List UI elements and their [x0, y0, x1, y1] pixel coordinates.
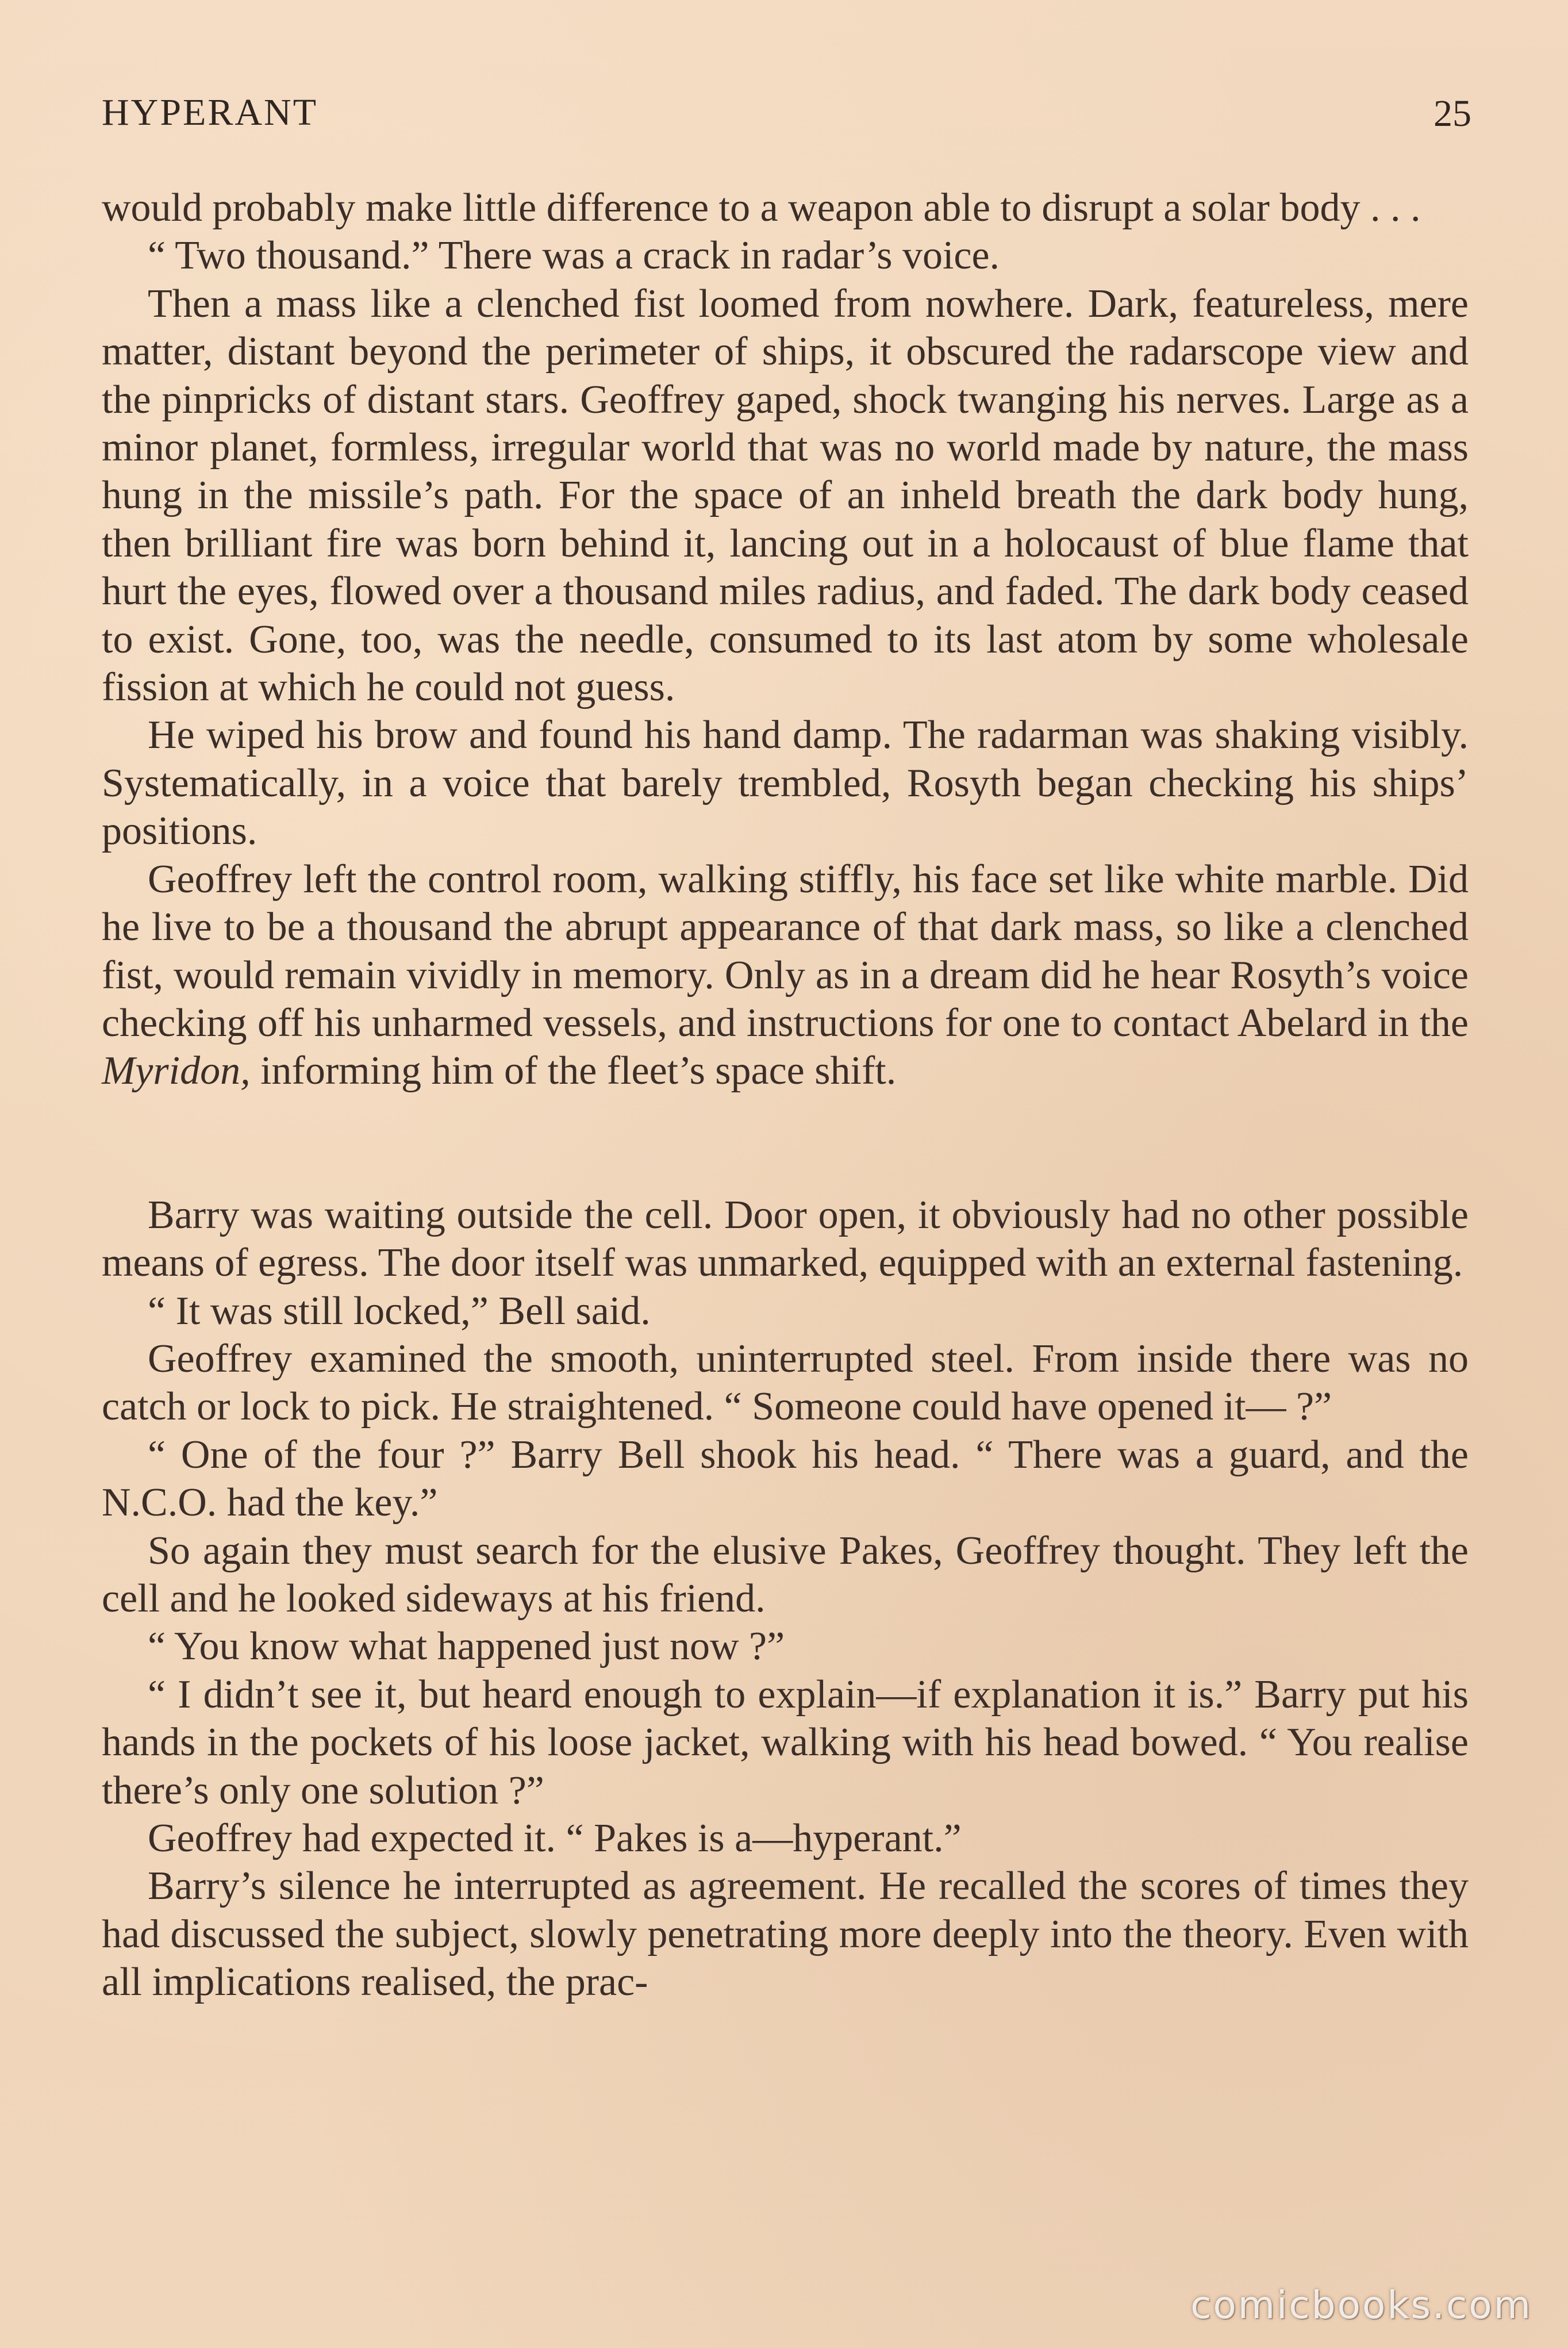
- paragraph-text: Geoffrey left the control room, walking stiffly, his face set like white marble. Did he live to be a thousand the abrupt appearance of that dark mass, so like a clenched fist, would remain vividly in memory. Only as in a dream did he hear Rosyth’s voice checking off his unharmed vessels, and instructions for one to contact Abelard in the: [102, 857, 1469, 1045]
- paragraph: Geoffrey examined the smooth, uninterrupted steel. From inside there was no catch or lock to pick. He straightened. “ Someone could have opened it— ?”: [102, 1336, 1469, 1429]
- paragraph: “ You know what happened just now ?”: [148, 1624, 785, 1669]
- paragraph: Barry’s silence he interrupted as agreement. He recalled the scores of times they had discussed the subject, slowly penetrating more deeply into the theory. Even with all implications realised, the prac-: [102, 1864, 1469, 2005]
- paragraph: So again they must search for the elusive Pakes, Geoffrey thought. They left the cell and he looked sideways at his friend.: [102, 1528, 1469, 1621]
- paragraph: “ One of the four ?” Barry Bell shook his head. “ There was a guard, and the N.C.O. had the key.”: [102, 1432, 1469, 1525]
- paragraph: [102, 855, 1469, 1095]
- section-break: [102, 1095, 1469, 1191]
- running-head: [102, 91, 1471, 137]
- paragraph-text: informing him of the fleet’s space shift.: [250, 1049, 897, 1094]
- site-watermark: comicbooks.com: [1190, 2283, 1532, 2327]
- paragraph: Geoffrey had expected it. “ Pakes is a—hyperant.”: [148, 1816, 962, 1860]
- paragraph: Then a mass like a clenched fist loomed from nowhere. Dark, featureless, mere matter, distant beyond the perimeter of ships, it obscured the radarscope view and the pinpricks of distant stars. Geoffrey gaped, shock twanging his nerves. Large as a minor planet, formless, irregular world that was no world made by nature, the mass hung in the missile’s path. For the space of an inheld breath the dark body hung, then brilliant fire was born behind it, lancing out in a holocaust of blue flame that hurt the eyes, flowed over a thousand miles radius, and faded. The dark body ceased to exist. Gone, too, was the needle, consumed to its last atom by some wholesale fission at which he could not guess.: [102, 281, 1469, 710]
- paragraph: “ Two thousand.” There was a crack in radar’s voice.: [148, 233, 1000, 278]
- ship-name-italic: Myridon,: [102, 1049, 251, 1094]
- page-number: 25: [1434, 93, 1471, 135]
- paragraph: He wiped his brow and found his hand damp. The radarman was shaking visibly. Systematically, in a voice that barely trembled, Rosyth began checking his ships’ positions.: [102, 713, 1469, 854]
- paragraph: Barry was waiting outside the cell. Door open, it obviously had no other possible means of egress. The door itself was unmarked, equipped with an external fastening.: [102, 1192, 1469, 1286]
- paragraph: “ I didn’t see it, but heard enough to explain—if explanation it is.” Barry put his hands in the pockets of his loose jacket, walking with his head bowed. “ You realise there’s only one solution ?”: [102, 1672, 1469, 1813]
- body-text: [102, 184, 1469, 2006]
- running-title: HYPERANT: [102, 91, 318, 133]
- paragraph: would probably make little difference to a weapon able to disrupt a solar body . . .: [102, 186, 1421, 230]
- paragraph: “ It was still locked,” Bell said.: [148, 1288, 651, 1333]
